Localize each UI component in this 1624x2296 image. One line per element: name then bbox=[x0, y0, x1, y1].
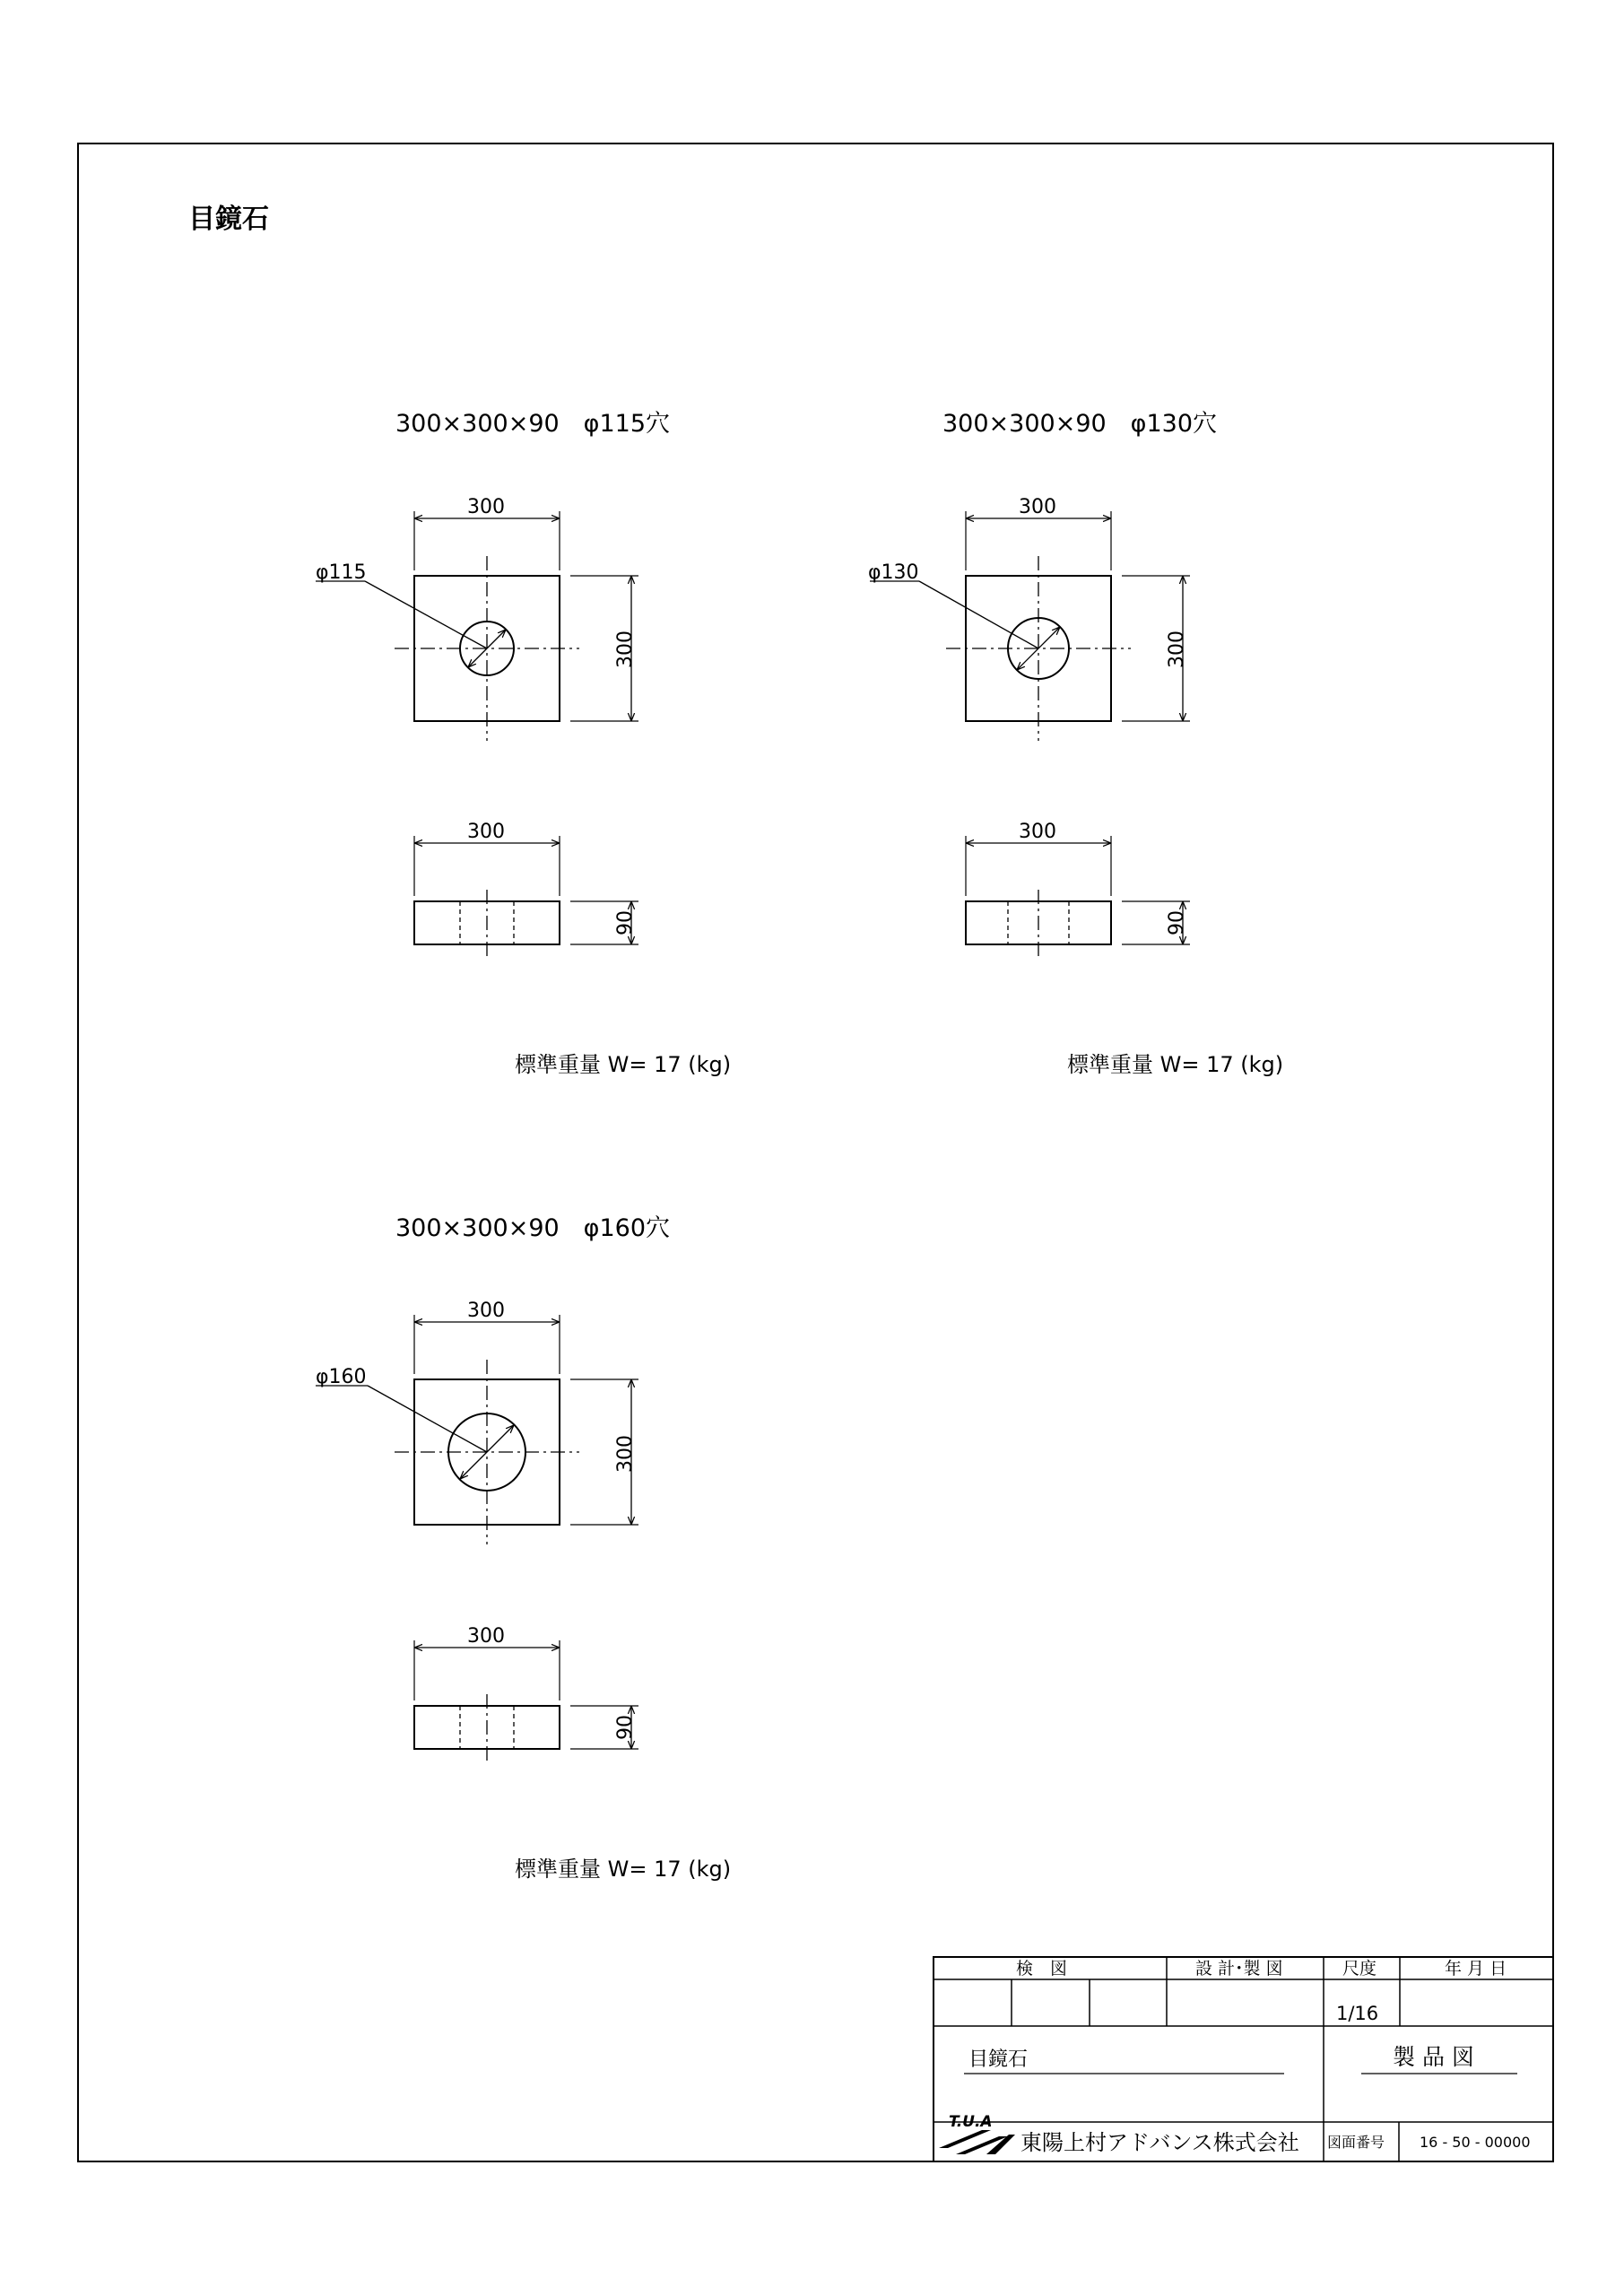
part-1-side-height-label: 90 bbox=[614, 910, 637, 935]
part-1-side-view bbox=[414, 836, 638, 956]
part-1-side-width-label: 300 bbox=[467, 821, 505, 843]
part-1-plan-width-label: 300 bbox=[467, 496, 505, 518]
drawing-title: 目鏡石 bbox=[188, 204, 269, 235]
part-1-heading: 300×300×90 φ115穴 bbox=[395, 410, 671, 438]
part-2-hole-label: φ130 bbox=[868, 561, 919, 584]
part-2-weight: 標準重量 W= 17 (kg) bbox=[1067, 1052, 1284, 1077]
part-2-side-view bbox=[966, 836, 1190, 956]
part-1-weight: 標準重量 W= 17 (kg) bbox=[515, 1052, 732, 1077]
sheet-border bbox=[78, 144, 1553, 2161]
design-label: 設 計･製 図 bbox=[1195, 1959, 1283, 1979]
part-3-plan-view bbox=[316, 1315, 638, 1544]
part-3-plan-height-label: 300 bbox=[614, 1435, 637, 1473]
part-1-plan-height-label: 300 bbox=[614, 631, 637, 668]
part-3-heading: 300×300×90 φ160穴 bbox=[395, 1214, 671, 1242]
part-2-side-height-label: 90 bbox=[1166, 910, 1188, 935]
part-1-hole-label: φ115 bbox=[316, 561, 367, 584]
part-2-heading: 300×300×90 φ130穴 bbox=[942, 410, 1218, 438]
date-label: 年 月 日 bbox=[1445, 1959, 1507, 1979]
part-3-side-width-label: 300 bbox=[467, 1625, 505, 1648]
part-2-plan-width-label: 300 bbox=[1019, 496, 1056, 518]
part-3-weight: 標準重量 W= 17 (kg) bbox=[515, 1857, 732, 1882]
scale-value: 1/16 bbox=[1336, 2003, 1379, 2024]
company-logo-text: T.U.A bbox=[949, 2113, 993, 2131]
inspection-label: 検 図 bbox=[1016, 1959, 1068, 1979]
scale-label: 尺度 bbox=[1342, 1959, 1377, 1979]
drawing-number-label: 図面番号 bbox=[1327, 2134, 1385, 2151]
company-name: 東陽上村アドバンス株式会社 bbox=[1020, 2130, 1299, 2155]
part-3-side-height-label: 90 bbox=[614, 1715, 637, 1740]
part-3-side-view bbox=[414, 1640, 638, 1761]
product-name: 目鏡石 bbox=[968, 2048, 1029, 2071]
drawing-type: 製 品 図 bbox=[1393, 2044, 1474, 2070]
part-1-plan-view bbox=[316, 511, 638, 741]
part-2-plan-height-label: 300 bbox=[1166, 631, 1188, 668]
drawing-number: 16 - 50 - 00000 bbox=[1420, 2134, 1531, 2151]
part-3-plan-width-label: 300 bbox=[467, 1300, 505, 1322]
part-2-side-width-label: 300 bbox=[1019, 821, 1056, 843]
part-3-hole-label: φ160 bbox=[316, 1366, 367, 1388]
company-logo-mark bbox=[939, 2130, 1015, 2154]
part-2-plan-view bbox=[870, 511, 1190, 741]
